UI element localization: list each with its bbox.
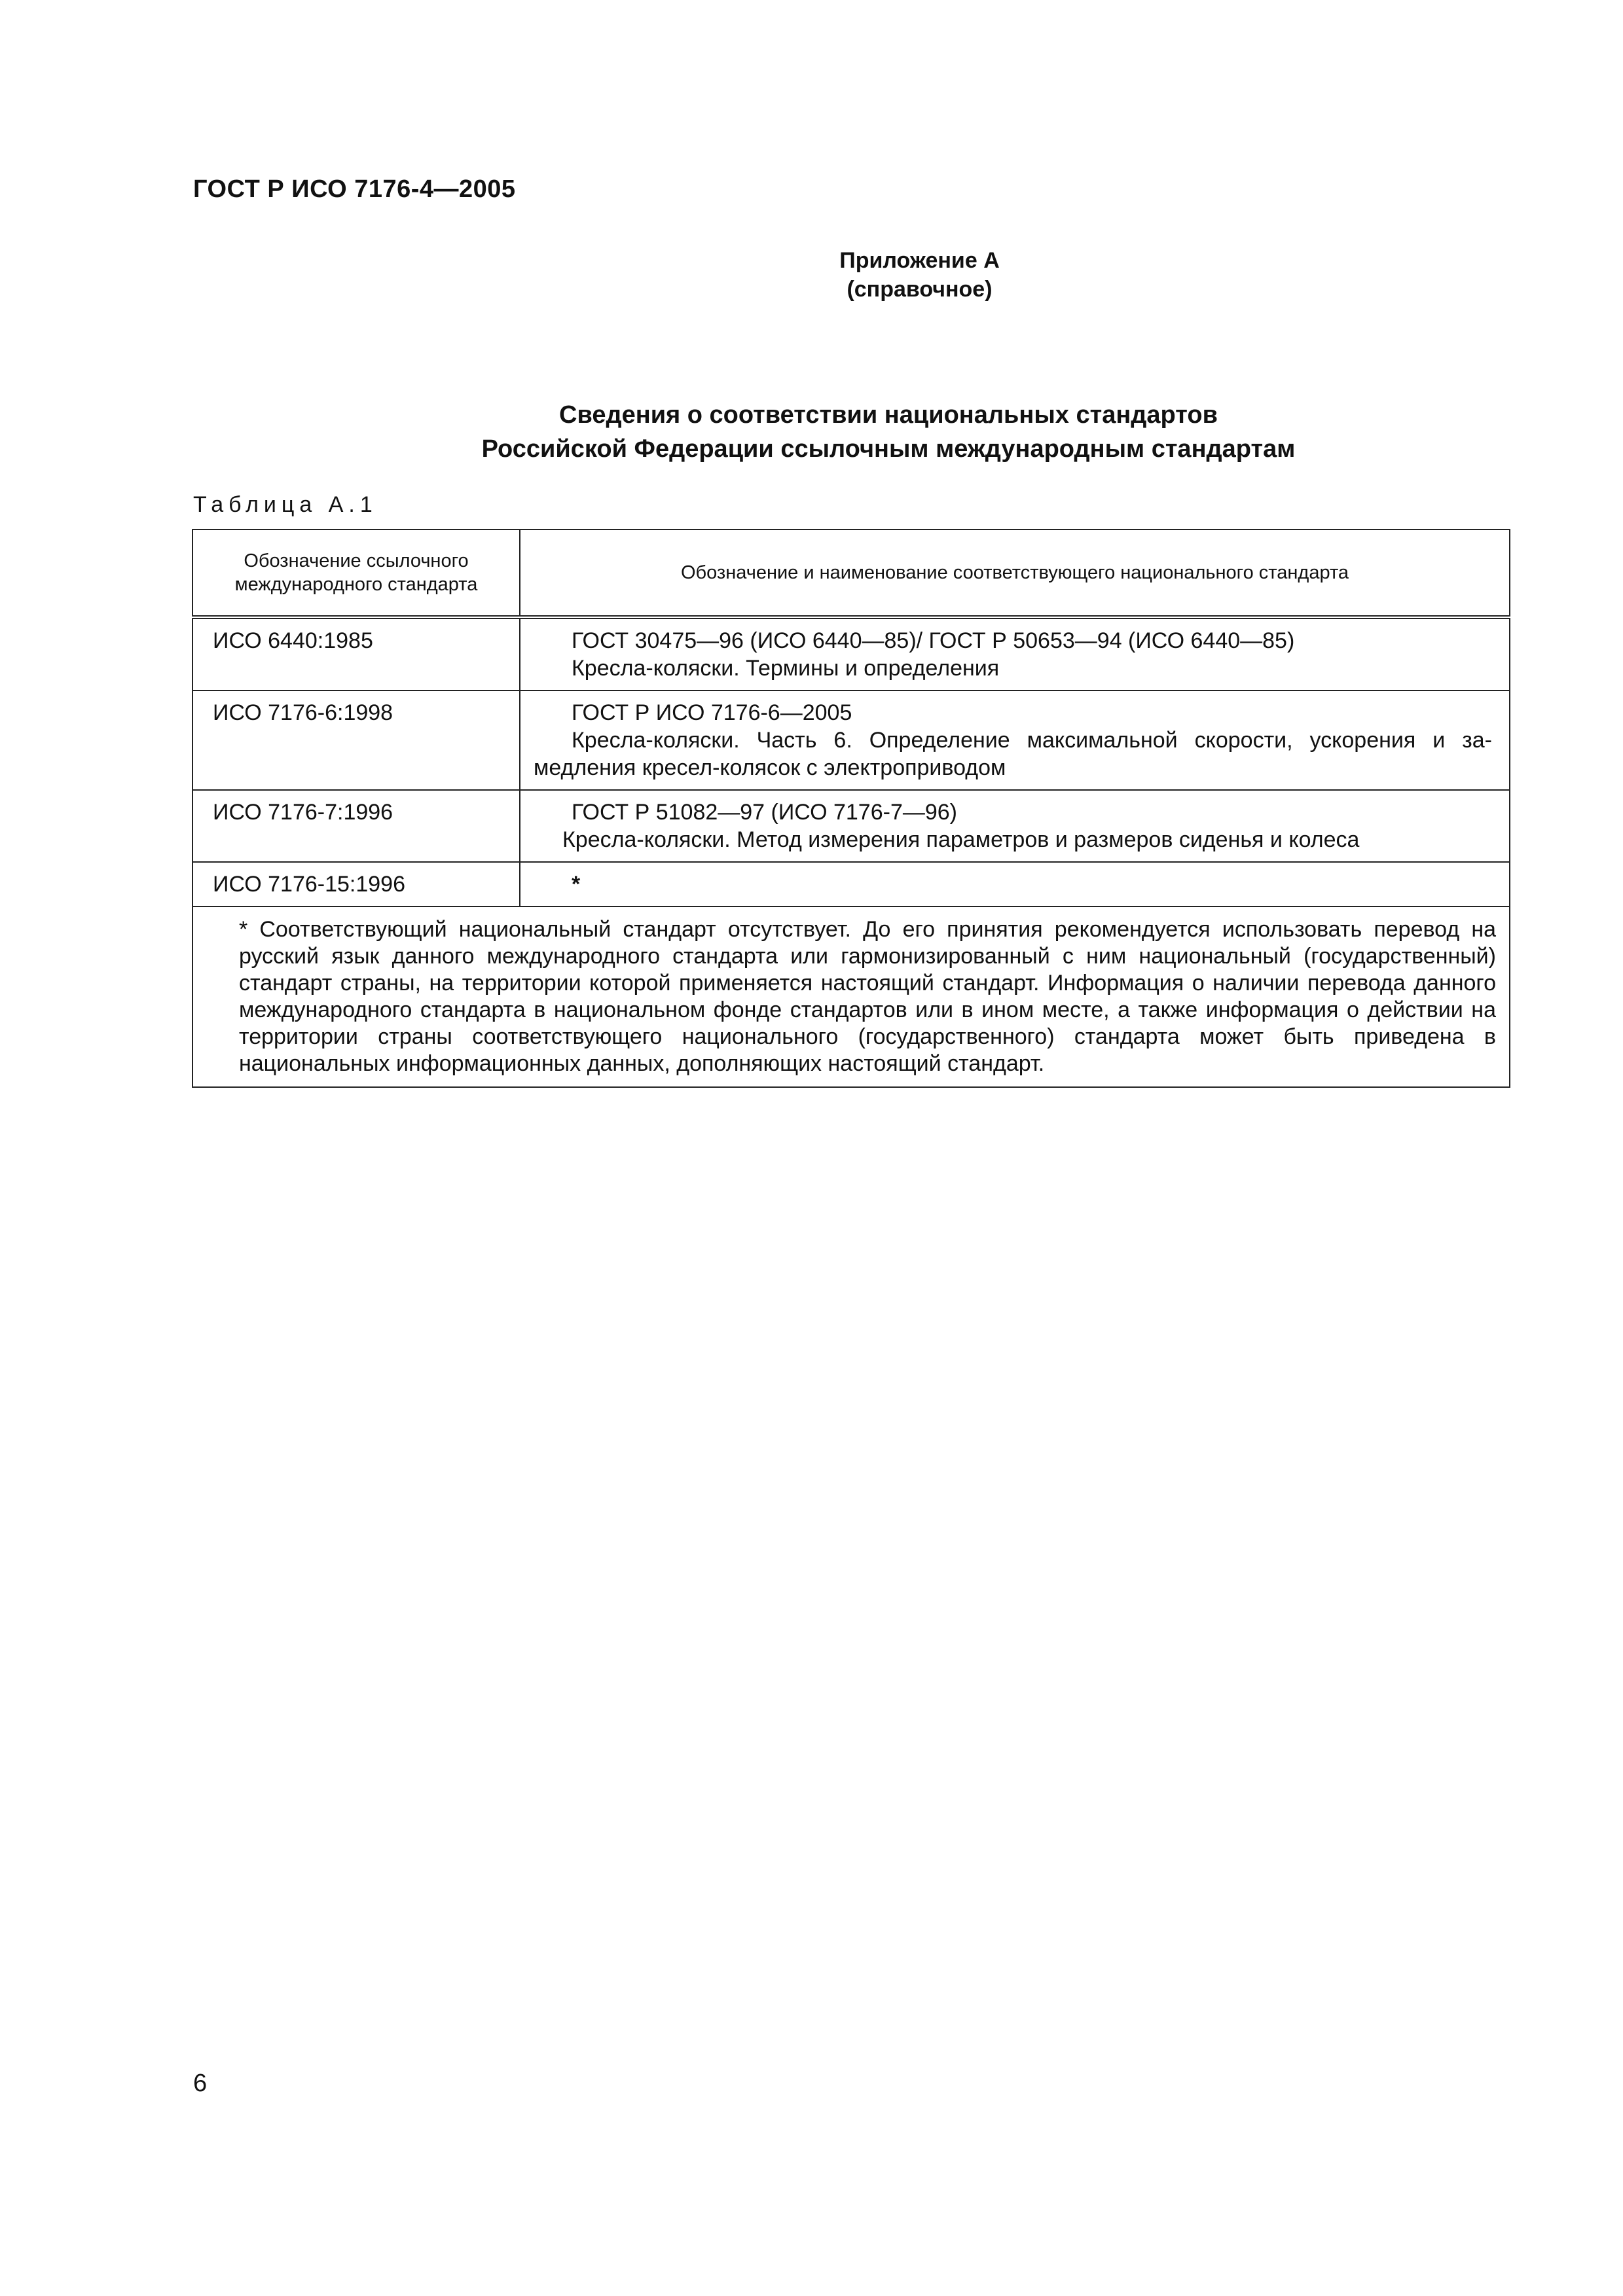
table-header-row [192,529,1510,617]
annex-title: Приложение А [839,248,1000,273]
table-row [192,691,1510,790]
footnote-marker: * [572,872,581,897]
column-header-national: Обозначение и наименование соответствующего национального стандарта [520,529,1510,617]
table-row [192,617,1510,691]
cell-national-standard [520,691,1510,790]
national-name: Кресла-коляски. Термины и определения [572,656,1000,681]
table-row [192,862,1510,906]
table-row [192,790,1510,862]
conformity-table [192,529,1510,1088]
cell-national-standard [520,862,1510,906]
annex-status: (справочное) [847,277,993,302]
document-code: ГОСТ Р ИСО 7176-4—2005 [193,175,516,203]
national-designation: ГОСТ 30475—96 (ИСО 6440—85)/ ГОСТ Р 50653—94 (ИСО 6440—85) [572,628,1295,653]
cell-international-standard: ИСО 7176-6:1998 [192,691,520,790]
cell-international-standard: ИСО 6440:1985 [192,617,520,691]
table-caption: Таблица А.1 [193,492,378,517]
conformity-table-wrapper [192,529,1509,1088]
section-title [0,398,1623,466]
section-title-line-2: Российской Федерации ссылочным международным стандартам [481,435,1296,463]
national-designation: ГОСТ Р 51082—97 (ИСО 7176-7—96) [572,800,957,825]
section-title-line-1: Сведения о соответствии национальных стандартов [559,401,1218,429]
annex-heading [0,246,1623,304]
table-footnote-row [192,906,1510,1087]
cell-national-standard [520,617,1510,691]
page-number: 6 [193,2070,208,2097]
national-name-line-1: Кресла-коляски. Часть 6. Определение максимальной скорости, ускорения и за- [572,728,1492,753]
national-name: Кресла-коляски. Метод измерения параметров и размеров сиденья и колеса [562,827,1360,852]
national-name-line-2: медления кресел-колясок с электроприводом [534,755,1006,780]
national-designation: ГОСТ Р ИСО 7176-6—2005 [572,700,852,725]
column-header-international: Обозначение ссылочного международного стандарта [192,529,520,617]
footnote-text: * Соответствующий национальный стандарт отсутствует. До его принятия рекомендуется использовать перевод на русский язык данного международного стандарта или гармонизированный с ним национальный (государственный) стандарт страны, на территории которой применяется настоящий стандарт. Информация о наличии перевода данного международного стандарта в национальном фонде стандартов или в ином месте, а также информация о действии на территории страны соответствующего национального (государственного) стандарта может быть приведена в национальных информационных данных, дополняющих настоящий стандарт. [239,917,1496,1076]
cell-national-standard [520,790,1510,862]
table-footnote [192,906,1510,1087]
cell-international-standard: ИСО 7176-15:1996 [192,862,520,906]
cell-international-standard: ИСО 7176-7:1996 [192,790,520,862]
